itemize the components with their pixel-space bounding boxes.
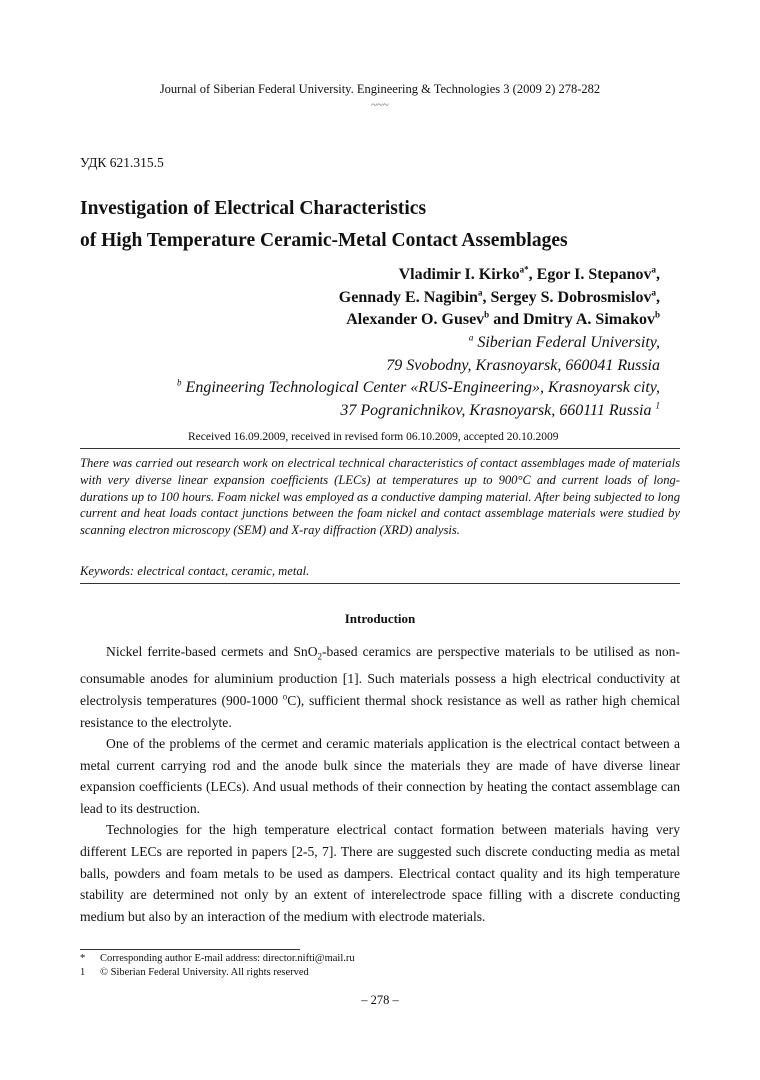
superscript: o bbox=[282, 691, 288, 702]
abstract: There was carried out research work on electrical technical characteristics of contact assemblages made of materials with very diverse linear expansion coefficients (LECs) at temperatures up to 900°C and current loads of long-durations up to 100 hours. Foam nickel was employed as a conductive damping material. After being subjected to long current and heat loads contact junctions between the foam nickel and contact assemblage materials were studied by scanning electron microscopy (SEM) and X-ray diffraction (XRD) analysis. bbox=[80, 456, 680, 538]
affil-mark: a bbox=[651, 287, 656, 298]
affil-mark: b bbox=[484, 309, 490, 320]
text: C), sufficient thermal shock resistance as well as rather high chemical resistance to the electrolyte. bbox=[80, 692, 680, 730]
udk-code: УДК 621.315.5 bbox=[80, 155, 164, 170]
separator: , bbox=[656, 266, 660, 283]
section-heading: Introduction bbox=[344, 611, 416, 626]
author-line bbox=[339, 309, 660, 332]
footnote-text: © Siberian Federal University. All rights reserved bbox=[100, 967, 309, 978]
footnote bbox=[80, 952, 355, 966]
author: Vladimir I. Kirko bbox=[398, 266, 520, 283]
affil-mark: a* bbox=[519, 264, 529, 275]
author-list bbox=[339, 264, 660, 332]
separator: , bbox=[656, 288, 660, 306]
separator: and bbox=[489, 311, 523, 328]
footnote-mark: 1 bbox=[655, 400, 660, 411]
subscript: 2 bbox=[317, 651, 323, 662]
footnote-mark: 1 bbox=[80, 967, 86, 978]
body-text bbox=[80, 641, 680, 927]
affil-mark: a bbox=[468, 332, 474, 343]
paper-title bbox=[80, 193, 568, 257]
affiliation-a bbox=[177, 332, 660, 355]
author-line bbox=[339, 264, 660, 287]
text: Nickel ferrite-based cermets and SnO bbox=[106, 644, 318, 659]
affil-text: Engineering Technological Center «RUS-Engineering», Krasnoyarsk city, bbox=[185, 379, 660, 397]
footnote-text: Corresponding author E-mail address: director.nifti@mail.ru bbox=[100, 953, 355, 964]
journal-header: Journal of Siberian Federal University. Engineering & Technologies 3 (2009 2) 278-282 bbox=[159, 82, 601, 96]
paragraph: Technologies for the high temperature electrical contact formation between materials having very different LECs are reported in papers [2-5, 7]. There are suggested such discrete conducting media as metal balls, powders and foam metals to be used as dampers. Electrical contact quality and its high temperature stability are determined not only by an extent of interelectrode space filling with a discrete conducting medium but also by an interaction of the medium with electrode materials. bbox=[80, 822, 680, 924]
affil-address bbox=[177, 400, 660, 423]
affil-address: 79 Svobodny, Krasnoyarsk, 660041 Russia bbox=[386, 356, 660, 374]
footnote-divider bbox=[80, 949, 300, 950]
separator: , bbox=[482, 288, 491, 306]
received-dates: Received 16.09.2009, received in revised form 06.10.2009, accepted 20.10.2009 bbox=[188, 431, 559, 443]
author: Egor I. Stepanov bbox=[536, 266, 652, 283]
paragraph bbox=[80, 641, 680, 733]
page-number: – 278 – bbox=[361, 993, 399, 1007]
header-ornament: ~~~ bbox=[371, 99, 389, 111]
divider bbox=[80, 448, 680, 449]
text: -based ceramics are perspective materials to be utilised as non-consumable anodes for aluminium production [1]. Such materials possess a high electrical conductivity at electrolysis temperatures (900-1000 bbox=[80, 644, 680, 708]
keywords: Keywords: electrical contact, ceramic, metal. bbox=[80, 564, 310, 578]
title-line: Investigation of Electrical Characteristics bbox=[80, 198, 427, 219]
affil-mark: b bbox=[654, 309, 660, 320]
affil-text: 37 Pogranichnikov, Krasnoyarsk, 660111 Russia bbox=[340, 402, 652, 420]
author: Alexander O. Gusev bbox=[346, 311, 485, 328]
title-line: of High Temperature Ceramic-Metal Contact Assemblages bbox=[80, 230, 568, 251]
author: Gennady E. Nagibin bbox=[338, 288, 478, 306]
separator: , bbox=[528, 266, 537, 283]
affil-mark: b bbox=[177, 378, 182, 389]
footnotes bbox=[80, 952, 355, 980]
footnote-mark: * bbox=[80, 953, 86, 964]
footnote bbox=[80, 966, 355, 980]
affiliation-b bbox=[177, 377, 660, 400]
affil-mark: a bbox=[477, 287, 483, 298]
affil-mark: a bbox=[651, 264, 656, 275]
author: Sergey S. Dobrosmislov bbox=[490, 288, 652, 306]
author: Dmitry A. Simakov bbox=[522, 311, 655, 328]
author-line bbox=[339, 287, 660, 310]
affil-text: Siberian Federal University, bbox=[477, 334, 660, 351]
divider bbox=[80, 583, 680, 584]
affiliations bbox=[177, 332, 660, 423]
paragraph: One of the problems of the cermet and ceramic materials application is the electrical contact between a metal current carrying rod and the anode bulk since the materials they are made of have diverse linear expansion coefficients (LECs). And usual methods of their connection by heating the contact assemblage can lead to its destruction. bbox=[80, 736, 680, 816]
